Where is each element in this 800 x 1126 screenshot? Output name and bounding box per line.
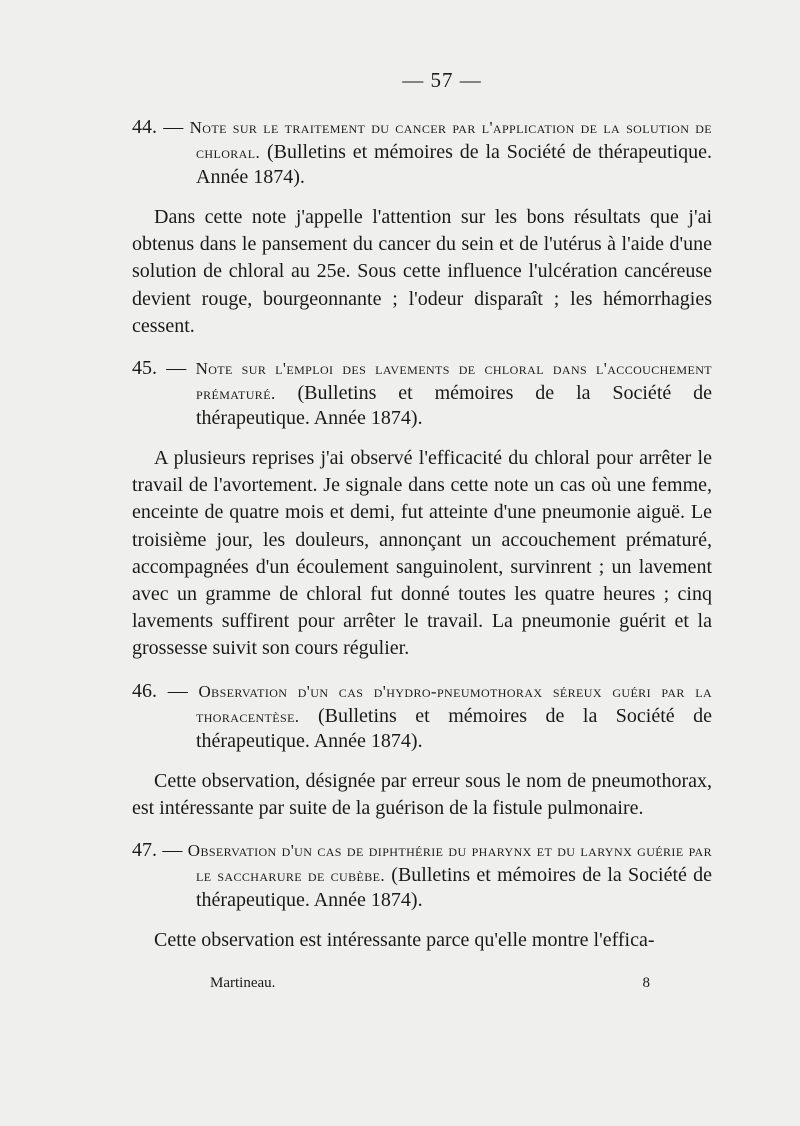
entry-body: Dans cette note j'appelle l'attention sur les bons résultats que j'ai obtenus dans le pansement du cancer du sein et de l'utérus à l'aide d'une solution de chloral au 25e. Sous cette influence l'ulcération cancéreuse devient rouge, bourgeonnante ; l'odeur disparaît ; les hémorrhagies cessent. [132,206,712,337]
entry-source: (Bulletins et mémoires de la Société de thérapeutique. Année 1874). [196,704,713,752]
entry-source: (Bulletins et mémoires de la Société de thérapeutique. Année 1874). [196,382,713,430]
entry-body: Cette observation est intéressante parce qu'elle montre l'effica- [154,929,655,952]
entry-heading [132,356,712,431]
entry-number: 46. — [132,679,188,702]
entry-heading [132,115,712,190]
page-number: — 57 — [402,68,482,92]
entry-45 [132,356,712,663]
entry-title: Note sur l'emploi des lavements de chloral dans l'accouchement prématuré. [195,359,713,404]
entry-title: Observation d'un cas de diphthérie du pharynx et du larynx guérie par le saccharure de cubèbe. [187,841,713,886]
entry-number: 44. — [132,116,184,138]
entry-44 [132,115,712,340]
entry-number: 47. — [132,839,183,862]
entry-body: Cette observation, désignée par erreur sous le nom de pneumothorax, est intéressante par suite de la guérison de la fistule pulmonaire. [132,769,712,819]
entry-body: A plusieurs reprises j'ai observé l'efficacité du chloral pour arrêter le travail de l'avortement. Je signale dans cette note un cas où une femme, enceinte de quatre mois et demi, fut atteinte d'une pneumonie aiguë. Le troisième jour, les douleurs, annonçant un accouchement prématuré, accompagnées d'un écoulement sanguinolent, survinrent ; un lavement avec un gramme de chloral fut donné toutes les quatre heures ; cinq lavements suffirent pour arrêter le travail. La pneumonie guérit et la grossesse suivit son cours régulier. [132,447,712,660]
entry-47 [132,838,712,954]
entry-source: (Bulletins et mémoires de la Société de thérapeutique. Année 1874). [196,864,713,912]
entry-source: (Bulletins et mémoires de la Société de thérapeutique. Année 1874). [196,141,712,188]
entry-heading [132,838,712,913]
entry-title: Observation d'un cas d'hydro-pneumothorax séreux guéri par la thoracentèse. [196,681,713,726]
entry-heading [132,679,712,754]
page-footer [210,975,650,992]
footer-author: Martineau. [210,975,276,991]
entry-number: 45. — [132,357,187,380]
entry-46 [132,679,712,822]
footer-signature-mark: 8 [642,975,650,991]
entry-title: Note sur le traitement du cancer par l'application de la solution de chloral. [189,118,713,162]
